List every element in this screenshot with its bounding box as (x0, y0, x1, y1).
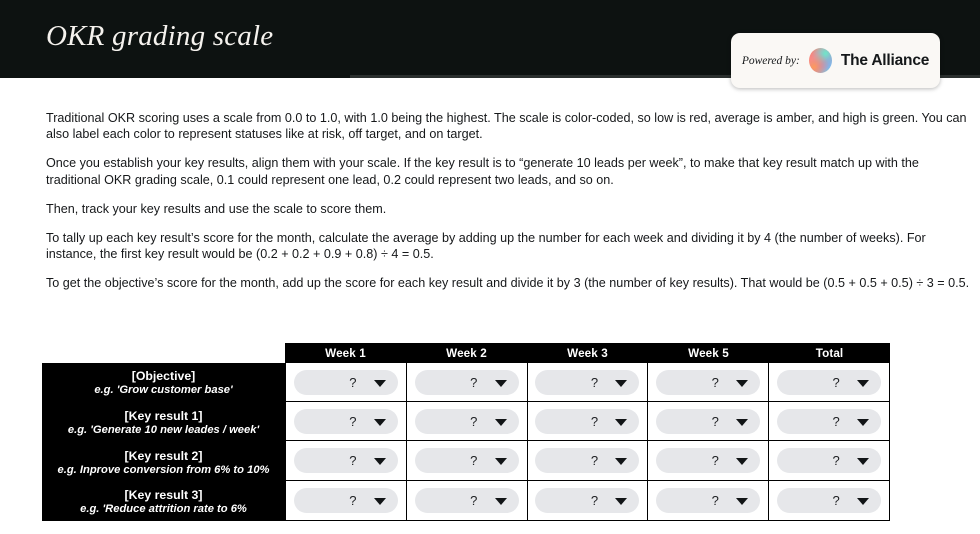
score-dropdown-value: ? (711, 374, 719, 390)
table-cell (286, 402, 407, 440)
score-dropdown-value: ? (470, 452, 478, 468)
brand-name: The Alliance (840, 51, 930, 69)
score-dropdown-value: ? (832, 374, 840, 390)
chevron-down-icon (615, 458, 627, 465)
row-label-example: e.g. 'Reduce attrition rate to 6% (80, 503, 247, 515)
score-dropdown-value: ? (832, 492, 840, 508)
table-cell (528, 363, 649, 401)
score-dropdown-kr1-week-2[interactable] (415, 409, 519, 434)
row-label-example: e.g. 'Generate 10 new leades / week' (67, 424, 260, 436)
score-dropdown-value: ? (470, 374, 478, 390)
score-dropdown-value: ? (470, 492, 478, 508)
table-cell (648, 363, 769, 401)
score-dropdown-value: ? (470, 413, 478, 429)
column-header-week-3: Week 3 (567, 346, 608, 360)
score-dropdown-value: ? (590, 492, 599, 508)
table-cell (769, 481, 889, 520)
score-dropdown-value: ? (349, 452, 357, 468)
table-cell (769, 363, 889, 401)
row-label-key-result-2 (42, 443, 285, 483)
table-cell (407, 402, 528, 440)
score-dropdown-objective-week-1[interactable] (294, 370, 398, 395)
score-dropdown-value: ? (832, 452, 840, 468)
table-row (286, 363, 889, 402)
table-body (285, 363, 890, 521)
table-cell (769, 441, 889, 479)
table-cell (286, 441, 407, 479)
score-dropdown-kr2-week-1[interactable] (294, 448, 398, 473)
score-dropdown-kr3-week-2[interactable] (415, 488, 519, 513)
score-dropdown-kr2-week-2[interactable] (415, 448, 519, 473)
chevron-down-icon (374, 458, 386, 465)
table-cell (528, 481, 649, 520)
score-dropdown-objective-total[interactable] (777, 370, 881, 395)
okr-scoring-table (42, 343, 890, 521)
row-label-key-result-1 (42, 403, 285, 443)
column-header-total: Total (815, 346, 844, 360)
score-dropdown-kr1-week-5[interactable] (656, 409, 760, 434)
score-dropdown-kr2-week-3[interactable] (535, 448, 639, 473)
row-label-title: [Key result 3] (124, 488, 203, 502)
score-dropdown-objective-week-2[interactable] (415, 370, 519, 395)
chevron-down-icon (495, 419, 507, 426)
row-label-objective (42, 363, 285, 403)
score-dropdown-value: ? (711, 492, 719, 508)
score-dropdown-objective-week-3[interactable] (535, 370, 639, 395)
page-title: OKR grading scale (46, 20, 274, 52)
column-header-week-5: Week 5 (688, 346, 729, 360)
score-dropdown-value: ? (832, 413, 840, 429)
chevron-down-icon (736, 458, 748, 465)
paragraph-4: To tally up each key result’s score for the month, calculate the average by adding up the number for each week and dividing it by 4 (the number of weeks). For instance, the first key result would be (0.2 + 0.2 + 0.9 + 0.8) ÷ 4 = 0.5. (46, 231, 926, 262)
chevron-down-icon (615, 419, 627, 426)
article-body (46, 110, 974, 305)
gradient-circle-logo-icon (809, 48, 832, 73)
row-label-title: [Key result 2] (124, 449, 203, 463)
table-cell (528, 441, 649, 479)
table-header-row (285, 343, 890, 363)
chevron-down-icon (374, 380, 386, 387)
chevron-down-icon (857, 380, 869, 387)
score-dropdown-kr3-total[interactable] (777, 488, 881, 513)
score-dropdown-kr2-week-5[interactable] (656, 448, 760, 473)
row-label-key-result-3 (42, 483, 285, 521)
score-dropdown-kr1-total[interactable] (777, 409, 881, 434)
row-label-example: e.g. Inprove conversion from 6% to 10% (57, 464, 270, 476)
powered-by-label: Powered by: (741, 54, 800, 67)
score-dropdown-kr3-week-5[interactable] (656, 488, 760, 513)
score-dropdown-kr1-week-1[interactable] (294, 409, 398, 434)
table-row (286, 441, 889, 480)
chevron-down-icon (374, 498, 386, 505)
score-dropdown-kr2-total[interactable] (777, 448, 881, 473)
row-label-column (42, 363, 285, 521)
score-dropdown-value: ? (590, 452, 599, 468)
powered-by-badge (731, 33, 940, 88)
row-label-example: e.g. 'Grow customer base' (94, 384, 233, 396)
table-row (286, 402, 889, 441)
paragraph-3: Then, track your key results and use the scale to score them. (46, 201, 387, 216)
table-cell (407, 441, 528, 479)
table-cell (528, 402, 649, 440)
chevron-down-icon (857, 458, 869, 465)
chevron-down-icon (495, 380, 507, 387)
score-dropdown-kr1-week-3[interactable] (535, 409, 639, 434)
table-cell (648, 402, 769, 440)
column-header-week-1: Week 1 (325, 346, 366, 360)
chevron-down-icon (736, 498, 748, 505)
table-cell (407, 481, 528, 520)
row-label-title: [Key result 1] (124, 409, 203, 423)
chevron-down-icon (615, 498, 627, 505)
score-dropdown-value: ? (349, 413, 357, 429)
chevron-down-icon (615, 380, 627, 387)
score-dropdown-kr3-week-1[interactable] (294, 488, 398, 513)
paragraph-1: Traditional OKR scoring uses a scale from 0.0 to 1.0, with 1.0 being the highest. The scale is color-coded, so low is red, average is amber, and high is green. You can also label each color to represent statuses like at risk, off target, and on target. (46, 111, 967, 142)
score-dropdown-value: ? (349, 492, 357, 508)
score-dropdown-value: ? (349, 374, 357, 390)
score-dropdown-value: ? (590, 413, 599, 429)
chevron-down-icon (495, 458, 507, 465)
score-dropdown-kr3-week-3[interactable] (535, 488, 639, 513)
table-cell (286, 481, 407, 520)
score-dropdown-value: ? (711, 452, 719, 468)
chevron-down-icon (857, 498, 869, 505)
table-cell (769, 402, 889, 440)
score-dropdown-objective-week-5[interactable] (656, 370, 760, 395)
chevron-down-icon (495, 498, 507, 505)
paragraph-5: To get the objective’s score for the month, add up the score for each key result and divide it by 3 (the number of key results). That would be (0.5 + 0.5 + 0.5) ÷ 3 = 0.5. (46, 276, 970, 291)
table-row (286, 481, 889, 520)
table-cell (407, 363, 528, 401)
table-cell (648, 481, 769, 520)
score-dropdown-value: ? (590, 374, 599, 390)
chevron-down-icon (736, 419, 748, 426)
chevron-down-icon (374, 419, 386, 426)
column-header-week-2: Week 2 (446, 346, 487, 360)
chevron-down-icon (736, 380, 748, 387)
score-dropdown-value: ? (711, 413, 719, 429)
table-cell (286, 363, 407, 401)
paragraph-2: Once you establish your key results, align them with your scale. If the key result is to “generate 10 leads per week”, to make that key result match up with the traditional OKR grading scale, 0.1 could represent one lead, 0.2 could represent two leads, and so on. (46, 156, 919, 187)
chevron-down-icon (857, 419, 869, 426)
table-cell (648, 441, 769, 479)
row-label-title: [Objective] (131, 369, 196, 383)
